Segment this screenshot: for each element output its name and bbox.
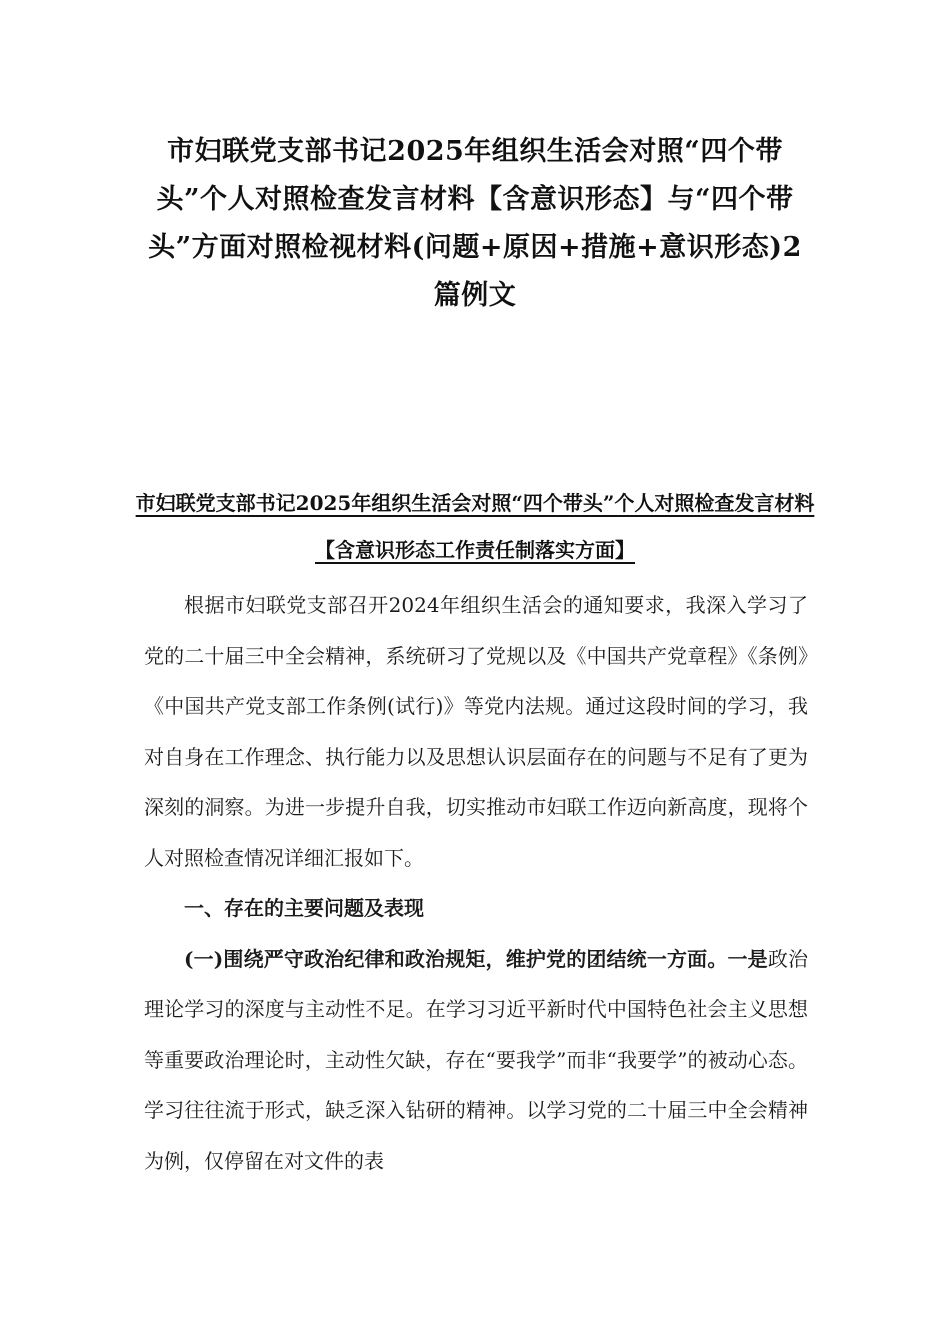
document-title: 市妇联党支部书记2025年组织生活会对照“四个带头”个人对照检查发言材料【含意识形态】与“四个带头”方面对照检视材料(问题+原因+措施+意识形态)2篇例文 bbox=[148, 136, 802, 311]
document-body bbox=[144, 580, 808, 1186]
problem-paragraph bbox=[144, 934, 808, 1187]
point-one-lead: 一是 bbox=[727, 946, 768, 971]
heading-main-problems: 一、存在的主要问题及表现 bbox=[184, 896, 424, 920]
point-one-text: 政治理论学习的深度与主动性不足。在学习习近平新时代中国特色社会主义思想等重要政治理论时，主动性欠缺，存在“要我学”而非“我要学”的被动心态。学习往往流于形式，缺乏深入钻研的精神。以学习党的二十届三中全会精神为例，仅停留在对文件的表 bbox=[144, 946, 808, 1173]
intro-paragraph: 根据市妇联党支部召开2024年组织生活会的通知要求，我深入学习了党的二十届三中全会精神，系统研习了党规以及《中国共产党章程》《条例》《中国共产党支部工作条例(试行)》等党内法规。通过这段时间的学习，我对自身在工作理念、执行能力以及思想认识层面存在的问题与不足有了更为深刻的洞察。为进一步提升自我，切实推动市妇联工作迈向新高度，现将个人对照检查情况详细汇报如下。 bbox=[144, 593, 808, 870]
subheading-political-discipline: (一)围绕严守政治纪律和政治规矩，维护党的团结统一方面。 bbox=[184, 946, 728, 971]
section-title: 市妇联党支部书记2025年组织生活会对照“四个带头”个人对照检查发言材料【含意识形态工作责任制落实方面】 bbox=[135, 491, 815, 562]
